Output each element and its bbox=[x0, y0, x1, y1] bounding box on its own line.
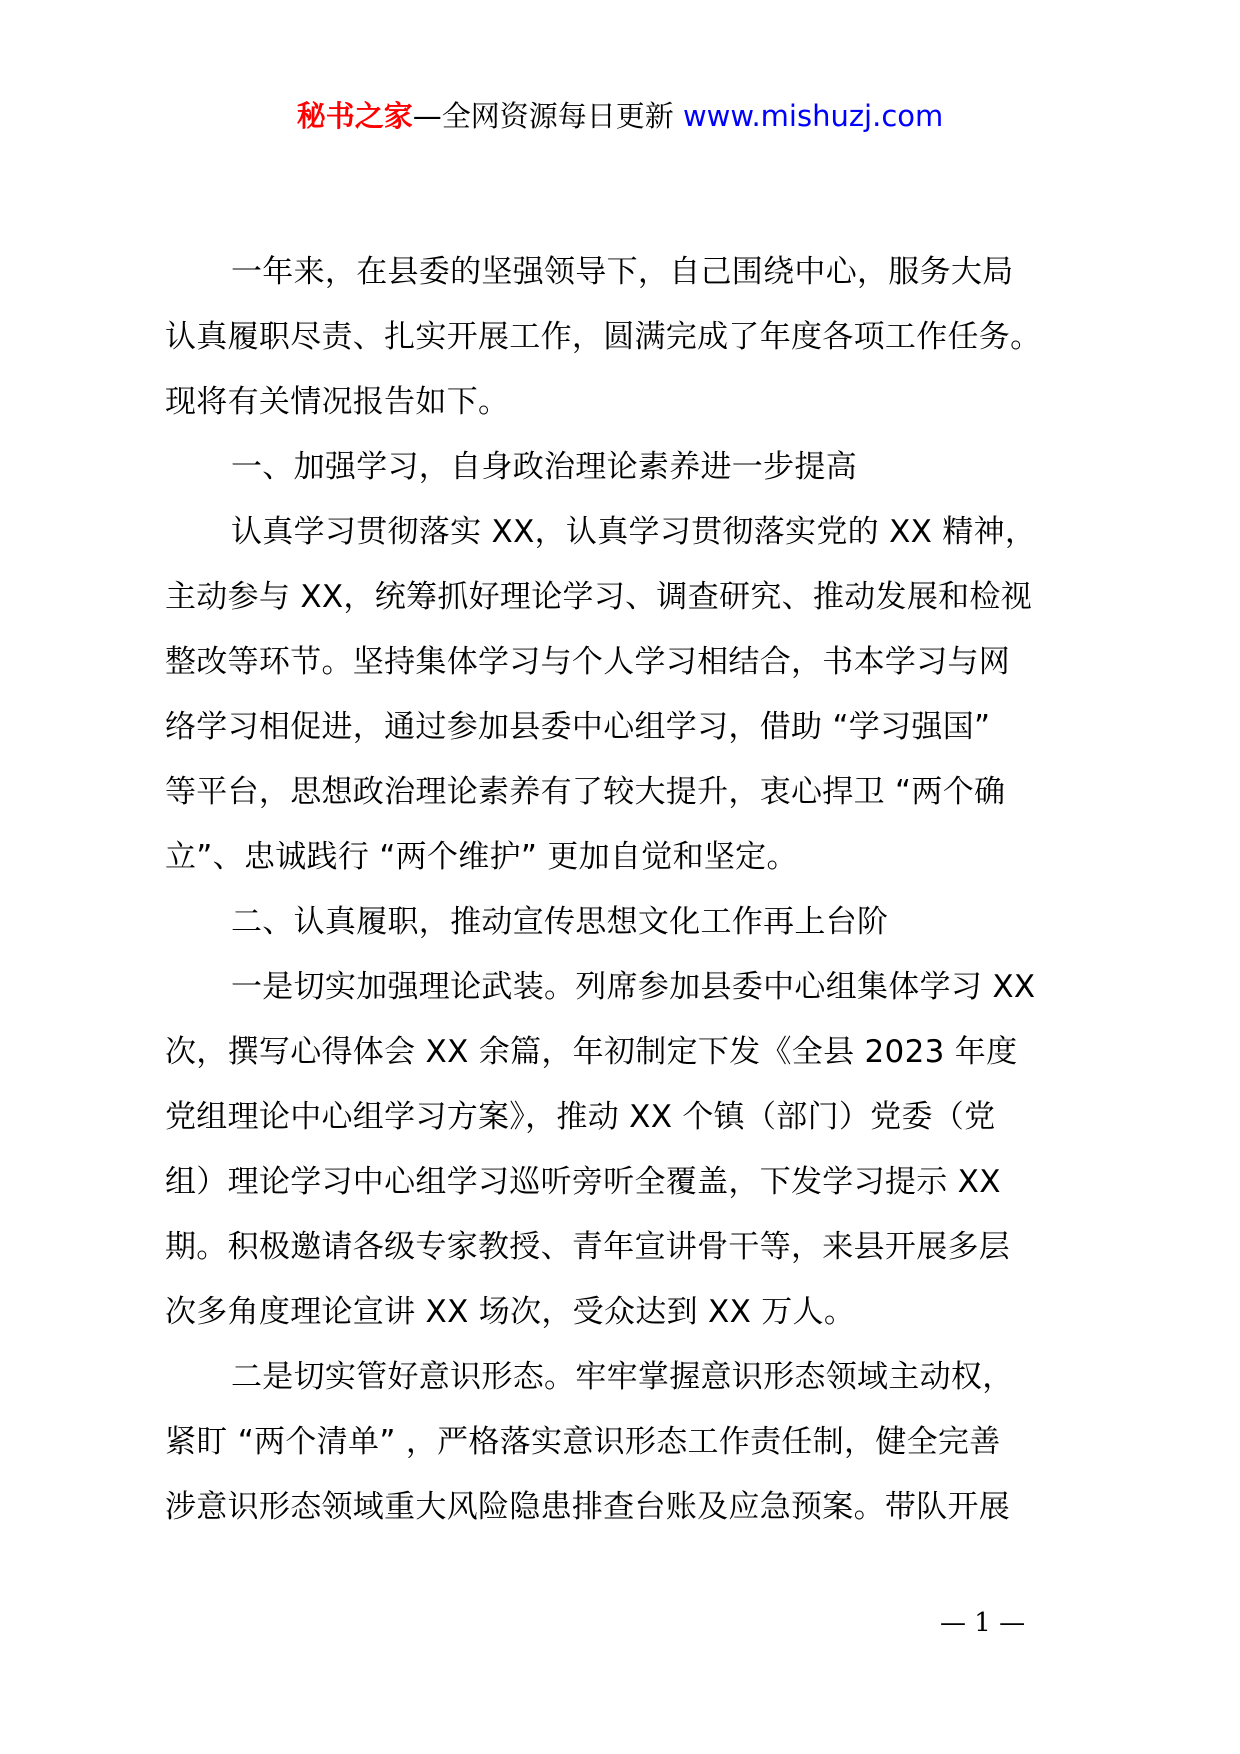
paragraph-line: 现将有关情况报告如下。 bbox=[165, 384, 510, 420]
paragraph-line: 次多角度理论宣讲 XX 场次，受众达到 XX 万人。 bbox=[165, 1294, 856, 1330]
paragraph-line: 主动参与 XX，统筹抓好理论学习、调查研究、推动发展和检视 bbox=[165, 579, 1033, 615]
paragraph-line: 等平台，思想政治理论素养有了较大提升，衷心捍卫 “两个确 bbox=[165, 774, 1006, 810]
page-number: — 1 — bbox=[940, 1608, 1026, 1638]
paragraph-line: 一年来，在县委的坚强领导下，自己围绕中心，服务大局 bbox=[231, 254, 1014, 290]
site-slogan: —全网资源每日更新 bbox=[412, 99, 683, 133]
site-header bbox=[0, 96, 1240, 136]
paragraph-line: 整改等环节。坚持集体学习与个人学习相结合，书本学习与网 bbox=[165, 644, 1011, 680]
paragraph-line: 认真学习贯彻落实 XX，认真学习贯彻落实党的 XX 精神， bbox=[231, 514, 1037, 550]
section-heading: 一、加强学习，自身政治理论素养进一步提高 bbox=[231, 449, 857, 485]
site-brand: 秘书之家 bbox=[296, 99, 413, 133]
paragraph-line: 次，撰写心得体会 XX 余篇，年初制定下发《全县 2023 年度 bbox=[165, 1034, 1018, 1070]
paragraph-line: 党组理论中心组学习方案》，推动 XX 个镇（部门）党委（党 bbox=[165, 1099, 996, 1135]
paragraph-line: 一是切实加强理论武装。列席参加县委中心组集体学习 XX bbox=[231, 969, 1036, 1005]
paragraph-line: 立”、忠诚践行 “两个维护” 更加自觉和坚定。 bbox=[165, 839, 798, 875]
paragraph-line: 期。积极邀请各级专家教授、青年宣讲骨干等，来县开展多层 bbox=[165, 1229, 1011, 1265]
paragraph-line: 认真履职尽责、扎实开展工作，圆满完成了年度各项工作任务。 bbox=[165, 319, 1042, 355]
document-body bbox=[165, 240, 1095, 1540]
section-heading: 二、认真履职，推动宣传思想文化工作再上台阶 bbox=[231, 904, 889, 940]
paragraph-line: 组）理论学习中心组学习巡听旁听全覆盖，下发学习提示 XX bbox=[165, 1164, 1001, 1200]
paragraph-line: 络学习相促进，通过参加县委中心组学习，借助 “学习强国” bbox=[165, 709, 991, 745]
site-url[interactable]: www.mishuzj.com bbox=[682, 99, 944, 133]
paragraph-line: 紧盯 “两个清单” ，严格落实意识形态工作责任制，健全完善 bbox=[165, 1424, 1001, 1460]
paragraph-line: 二是切实管好意识形态。牢牢掌握意识形态领域主动权， bbox=[231, 1359, 1014, 1395]
paragraph-line: 涉意识形态领域重大风险隐患排查台账及应急预案。带队开展 bbox=[165, 1489, 1011, 1525]
